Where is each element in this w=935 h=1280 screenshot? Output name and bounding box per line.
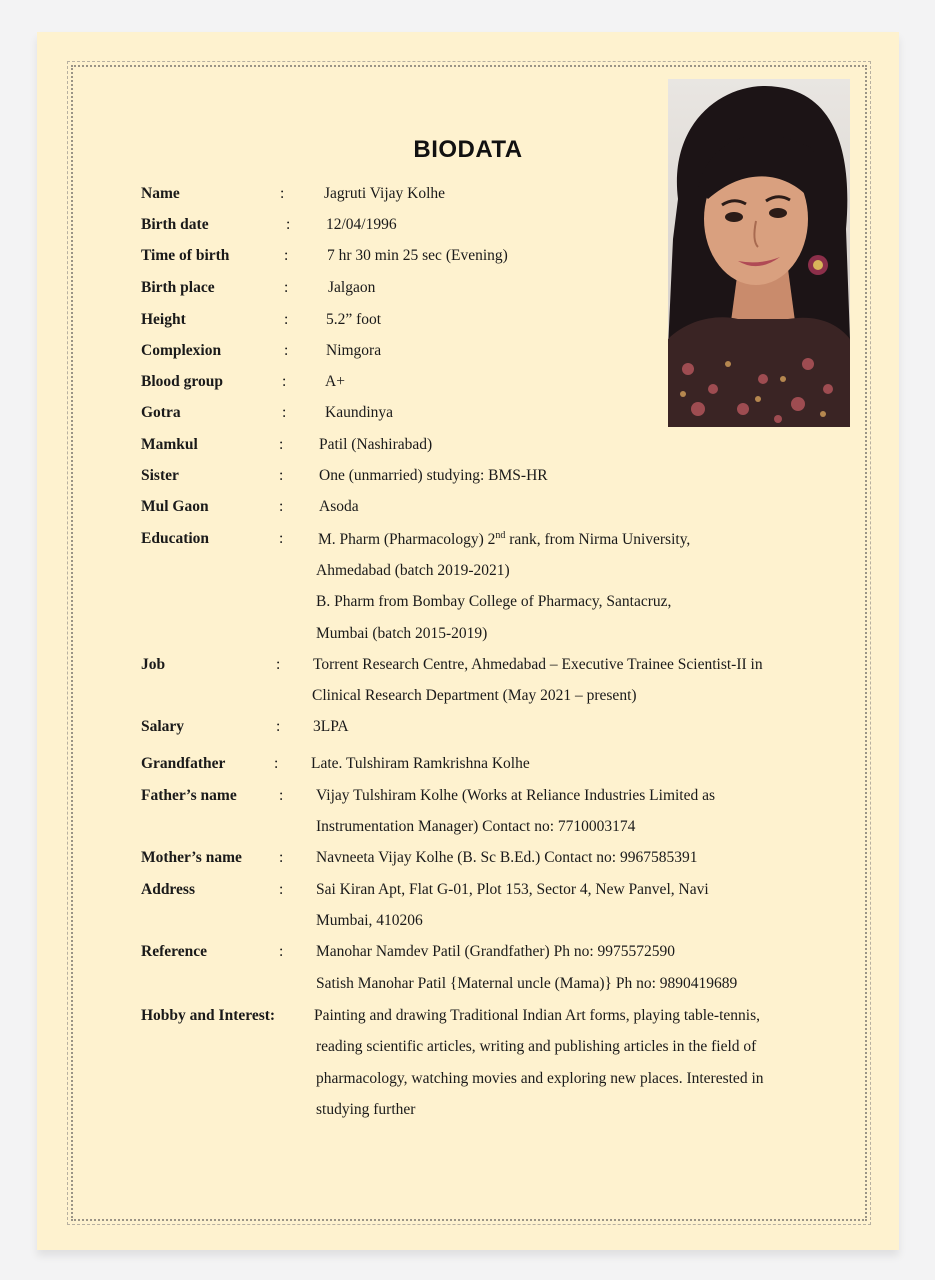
field-continuation: Mumbai, 410206 [316,912,423,929]
field-value: 3LPA [313,718,349,735]
field-label: Mamkul [141,436,198,453]
field-colon: : [284,247,289,264]
field-value: 7 hr 30 min 25 sec (Evening) [327,247,508,264]
field-label: Birth place [141,279,215,296]
field-continuation: reading scientific articles, writing and publishing articles in the field of [316,1038,757,1055]
field-label: Name [141,185,180,202]
field-label: Blood group [141,373,223,390]
field-continuation: pharmacology, watching movies and exploring new places. Interested in [316,1070,764,1087]
field-value: Jagruti Vijay Kolhe [324,185,446,202]
field-colon: : [279,436,284,453]
field-colon: : [276,656,281,673]
field-value: 5.2” foot [326,311,382,328]
profile-photo [668,79,850,427]
field-label: Job [141,656,166,673]
field-value: Asoda [319,498,359,515]
field-colon: : [284,279,289,296]
field-label: Reference [141,943,207,960]
field-colon: : [279,467,284,484]
field-label: Father’s name [141,787,237,804]
field-value: Patil (Nashirabad) [319,436,433,453]
field-colon: : [279,881,284,898]
portrait-illustration [668,79,850,427]
field-colon: : [279,787,284,804]
field-continuation: Ahmedabad (batch 2019-2021) [316,562,510,579]
field-label: Height [141,311,186,328]
field-colon: : [279,498,284,515]
field-label: Grandfather [141,755,226,772]
field-label: Sister [141,467,179,484]
field-value: M. Pharm (Pharmacology) 2nd rank, from Nirma University, [318,530,691,549]
document-page [37,32,899,1250]
field-label: Gotra [141,404,181,421]
field-label: Address [141,881,195,898]
field-continuation: B. Pharm from Bombay College of Pharmacy, Santacruz, [316,593,672,610]
field-value: Nimgora [326,342,382,359]
field-value: Late. Tulshiram Ramkrishna Kolhe [311,755,530,772]
field-colon: : [274,755,279,772]
field-value: Navneeta Vijay Kolhe (B. Sc B.Ed.) Contact no: 9967585391 [316,849,698,866]
field-value: A+ [325,373,345,390]
field-colon: : [284,342,289,359]
field-value: Kaundinya [325,404,394,421]
field-continuation: Satish Manohar Patil {Maternal uncle (Mama)} Ph no: 9890419689 [316,975,738,992]
field-colon: : [276,718,281,735]
field-continuation: studying further [316,1101,416,1118]
field-value: One (unmarried) studying: BMS-HR [319,467,548,484]
field-label: Mul Gaon [141,498,209,515]
field-value: Vijay Tulshiram Kolhe (Works at Reliance Industries Limited as [316,787,716,804]
page-title: BIODATA [413,136,523,163]
field-label: Mother’s name [141,849,242,866]
field-label: Hobby and Interest: [141,1007,276,1024]
field-label: Salary [141,718,185,735]
field-value: Torrent Research Centre, Ahmedabad – Executive Trainee Scientist-II in [313,656,763,673]
field-label: Birth date [141,216,209,233]
field-value: Jalgaon [328,279,376,296]
field-colon: : [286,216,291,233]
field-colon: : [279,943,284,960]
field-value: 12/04/1996 [326,216,397,233]
field-label: Time of birth [141,247,230,264]
field-label: Education [141,530,210,547]
field-colon: : [280,185,285,202]
field-colon: : [282,404,287,421]
field-colon: : [282,373,287,390]
field-value: Manohar Namdev Patil (Grandfather) Ph no: 9975572590 [316,943,676,960]
field-label: Complexion [141,342,222,359]
field-continuation: Clinical Research Department (May 2021 – present) [312,687,637,704]
field-colon: : [279,849,284,866]
field-colon: : [279,530,284,547]
field-continuation: Instrumentation Manager) Contact no: 7710003174 [316,818,636,835]
field-colon: : [284,311,289,328]
field-value: Sai Kiran Apt, Flat G-01, Plot 153, Sector 4, New Panvel, Navi [316,881,709,898]
field-value: Painting and drawing Traditional Indian Art forms, playing table-tennis, [314,1007,760,1024]
field-continuation: Mumbai (batch 2015-2019) [316,625,488,642]
